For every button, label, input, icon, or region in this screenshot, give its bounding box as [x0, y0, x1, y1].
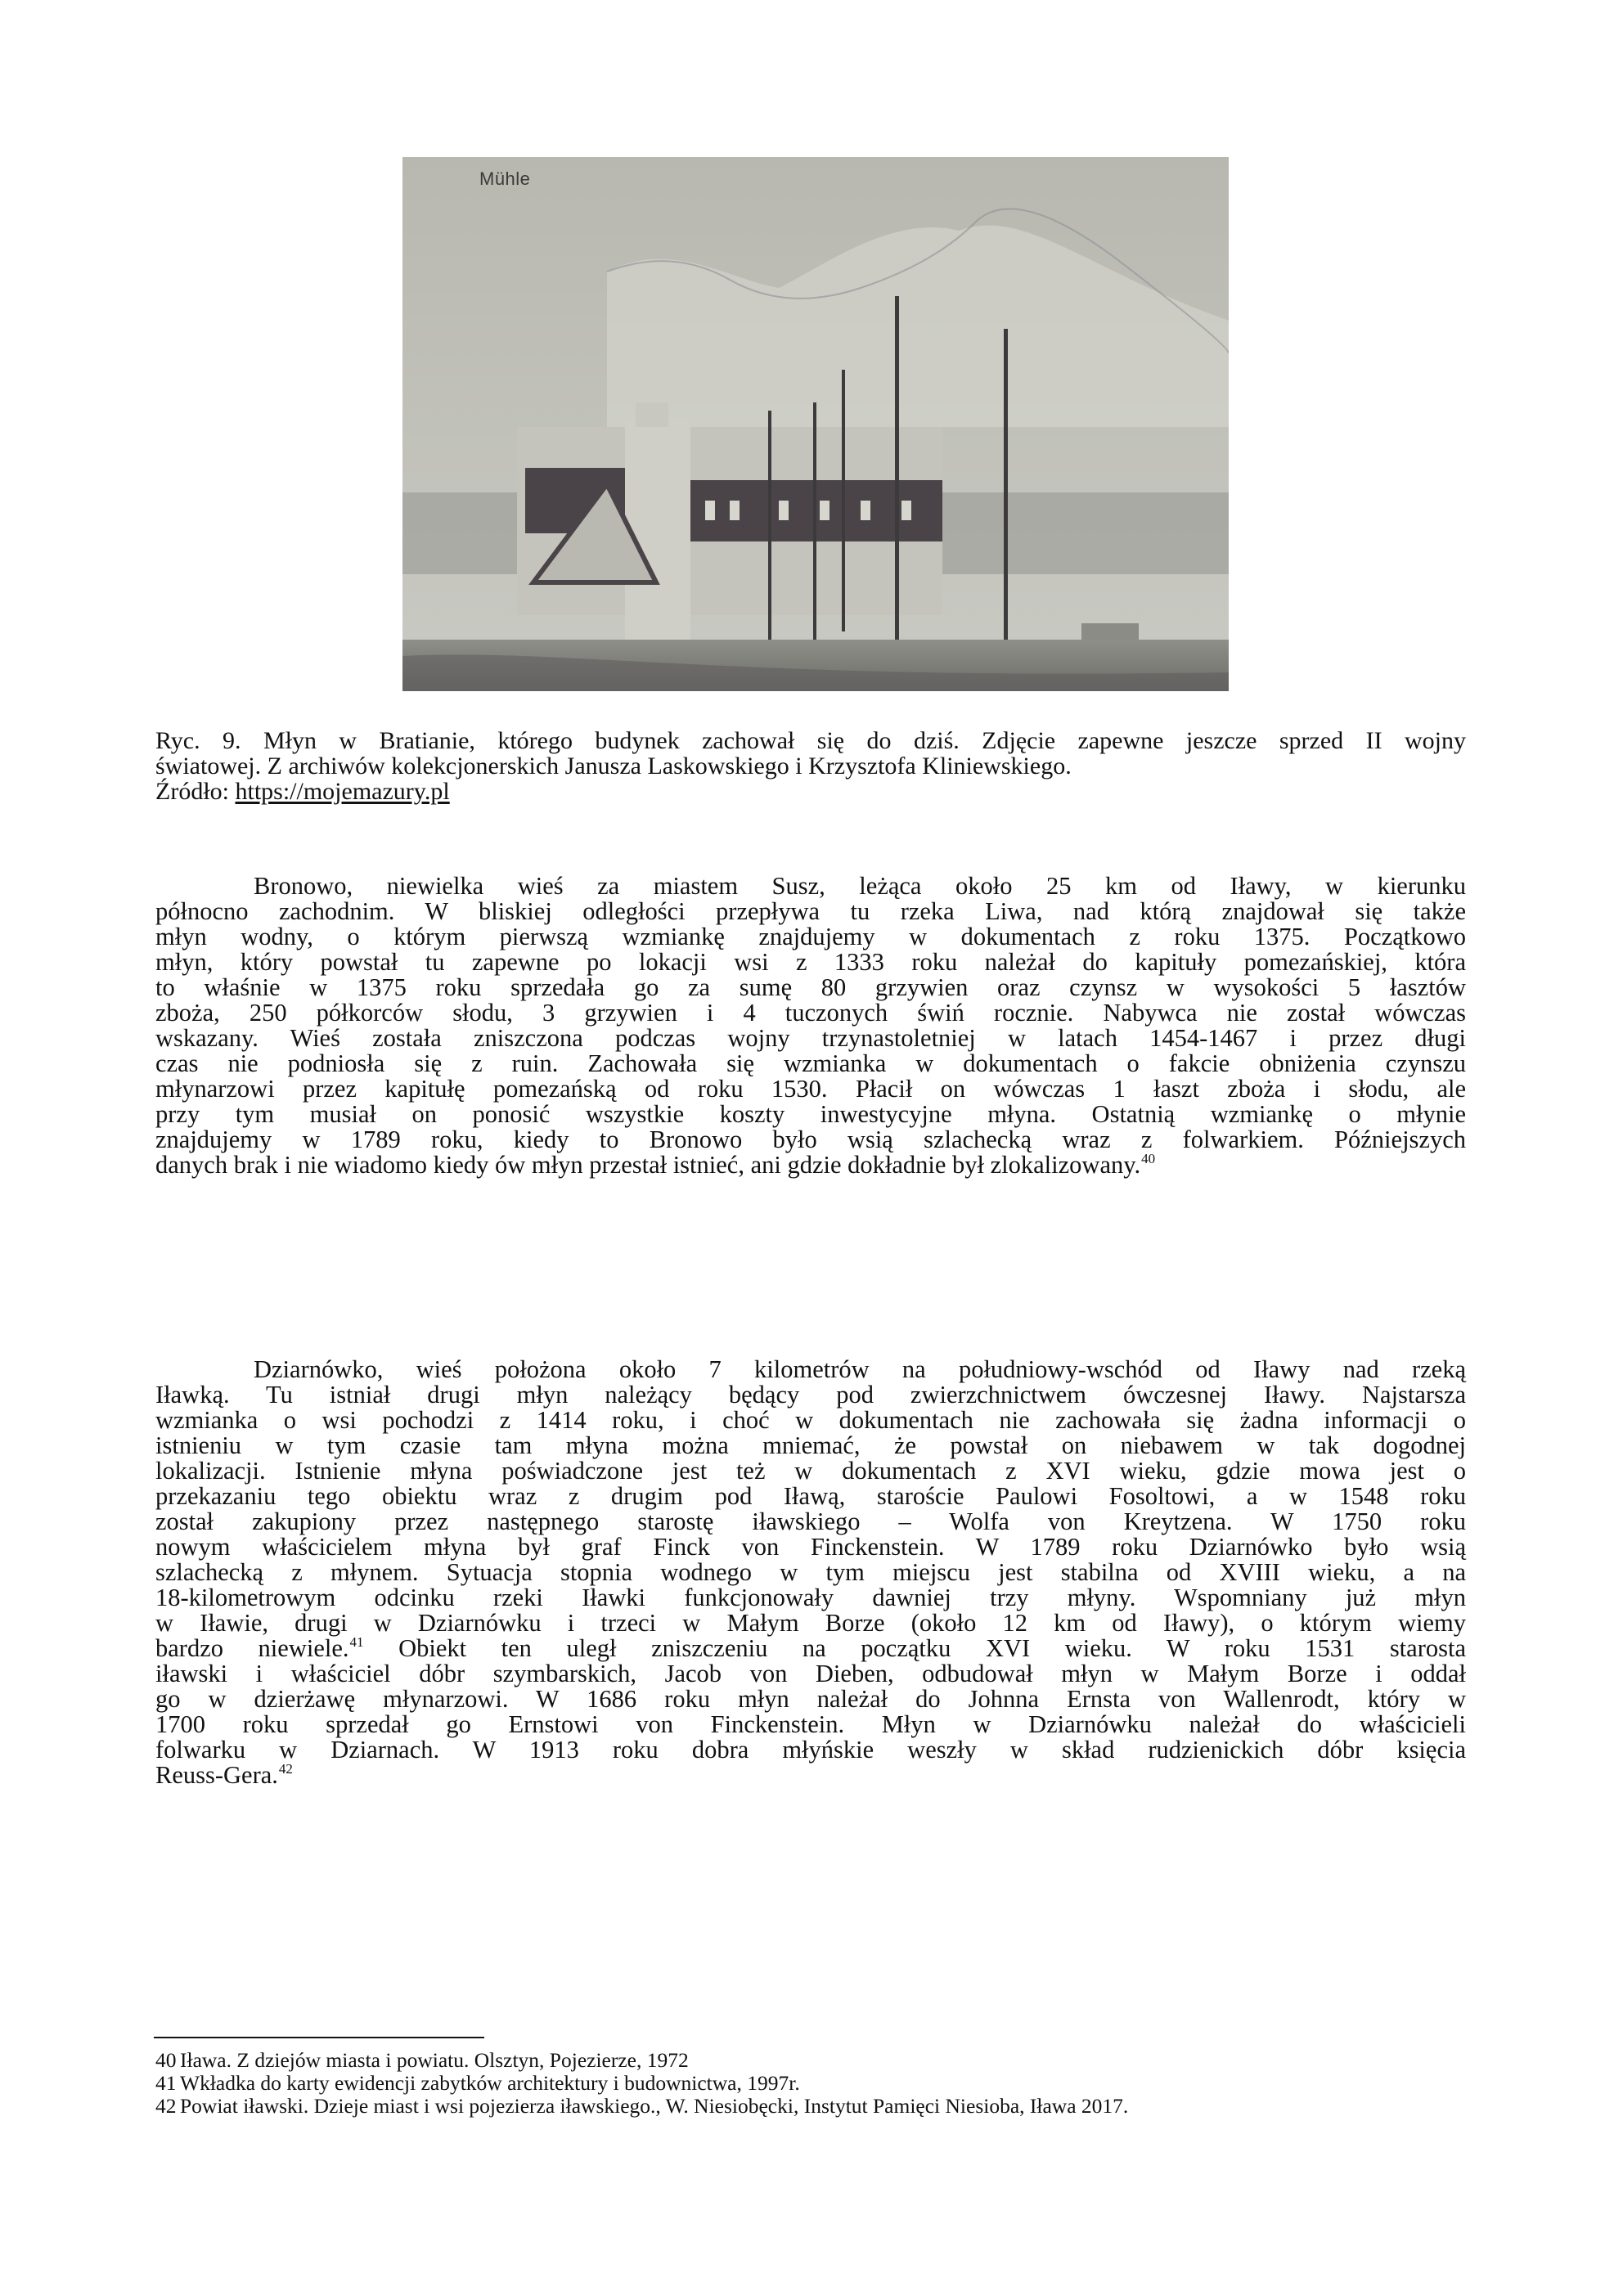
text-segment: Obiekt ten uległ zniszczeniu na początku XVI wieku. W roku 1531 starosta [363, 1634, 1466, 1662]
text-line: wskazany. Wieś została zniszczona podczas wojny trzynastoletniej w latach 1454-1467 i przez długi [155, 1024, 1466, 1052]
text-line: został zakupiony przez następnego starostę iławskiego – Wolfa von Kreytzena. W 1750 roku [155, 1507, 1466, 1535]
mill-photo-illustration [402, 157, 1229, 691]
text-line: szlachecką z młynem. Sytuacja stopnia wodnego w tym miejscu jest stabilna od XVIII wieku, a na [155, 1558, 1466, 1586]
text-line: lokalizacji. Istnienie młyna poświadczone jest też w dokumentach z XVI wieku, gdzie mowa jest o [155, 1457, 1466, 1485]
text-line: Reuss-Gera. [155, 1761, 278, 1789]
text-line: Dziarnówko, wieś położona około 7 kilometrów na południowy-wschód od Iławy nad rzeką [254, 1355, 1466, 1383]
paragraph-bronowo [155, 874, 1466, 1178]
text-line: młyn wodny, o którym pierwszą wzmiankę znajdujemy w dokumentach z roku 1375. Początkowo [155, 923, 1466, 950]
source-link[interactable]: https://mojemazury.pl [235, 778, 450, 805]
text-line: wzmianka o wsi pochodzi z 1414 roku, i choć w dokumentach nie zachowała się żadna informacji o [155, 1406, 1466, 1434]
text-line: to właśnie w 1375 roku sprzedała go za sumę 80 grzywien oraz czynsz w wysokości 5 łasztów [155, 973, 1466, 1001]
footnote-40 [155, 2049, 1466, 2072]
text-line-final [155, 1763, 1466, 1788]
footnote-ref-40[interactable]: 40 [1141, 1151, 1156, 1166]
text-line: 1700 roku sprzedał go Ernstowi von Finckenstein. Młyn w Dziarnówku należał do właścicieli [155, 1710, 1466, 1738]
photo-label: Mühle [479, 168, 531, 189]
text-line: przekazaniu tego obiektu wraz z drugim pod Iławą, staroście Paulowi Fosoltowi, a w 1548 roku [155, 1482, 1466, 1510]
text-line: przy tym musiał on ponosić wszystkie koszty inwestycyjne młyna. Ostatnią wzmiankę o młynie [155, 1100, 1466, 1128]
text-line: czas nie podniosła się z ruin. Zachowała się wzmianka w dokumentach o fakcie obniżenia czynszu [155, 1049, 1466, 1077]
footnotes [155, 2049, 1466, 2118]
footnote-text: Iława. Z dziejów miasta i powiatu. Olsztyn, Pojezierze, 1972 [180, 2048, 689, 2072]
footnote-number: 41 [155, 2071, 177, 2095]
text-line: w Iławie, drugi w Dziarnówku i trzeci w Małym Borze (około 12 km od Iławy), o którym wiemy [155, 1609, 1466, 1637]
footnote-text: Wkładka do karty ewidencji zabytków architektury i budownictwa, 1997r. [180, 2071, 800, 2095]
footnote-text: Powiat iławski. Dzieje miast i wsi pojezierza iławskiego., W. Niesiobęcki, Instytut Pamięci Niesioba, Iława 2017. [180, 2094, 1129, 2118]
text-line: zboża, 250 półkorców słodu, 3 grzywien i 4 tuczonych świń rocznie. Nabywca nie został wówczas [155, 999, 1466, 1027]
footnote-separator [154, 2037, 484, 2038]
footnote-ref-42[interactable]: 42 [278, 1761, 293, 1777]
caption-line: Ryc. 9. Młyn w Bratianie, którego budynek zachował się do dziś. Zdjęcie zapewne jeszcze sprzed II wojny [155, 727, 1466, 754]
paragraph-dziarnowko [155, 1357, 1466, 1788]
source-label: Źródło: [155, 778, 236, 805]
text-line: Bronowo, niewielka wieś za miastem Susz, leżąca około 25 km od Iławy, w kierunku [254, 872, 1466, 900]
footnote-41 [155, 2072, 1466, 2095]
text-line-final [155, 1152, 1466, 1178]
footnote-number: 42 [155, 2094, 177, 2118]
text-segment: bardzo niewiele. [155, 1634, 349, 1662]
text-line: znajdujemy w 1789 roku, kiedy to Bronowo było wsią szlachecką wraz z folwarkiem. Późniejszych [155, 1126, 1466, 1153]
text-line: iławski i właściciel dóbr szymbarskich, Jacob von Dieben, odbudował młyn w Małym Borze i oddał [155, 1660, 1466, 1687]
caption-source [155, 779, 1466, 804]
text-line: 18-kilometrowym odcinku rzeki Iławki funkcjonowały dawniej trzy młyny. Wspomniany już młyn [155, 1584, 1466, 1611]
text-line: Iławką. Tu istniał drugi młyn należący będący pod zwierzchnictwem ówczesnej Iławy. Najstarsza [155, 1381, 1466, 1409]
text-line: młyn, który powstał tu zapewne po lokacji wsi z 1333 roku należał do kapituły pomezańskiej, która [155, 948, 1466, 976]
footnote-number: 40 [155, 2048, 177, 2072]
footnote-ref-41[interactable]: 41 [349, 1634, 364, 1650]
text-line: danych brak i nie wiadomo kiedy ów młyn przestał istnieć, ani gdzie dokładnie był zlokalizowany. [155, 1151, 1141, 1179]
caption-line: światowej. Z archiwów kolekcjonerskich Janusza Laskowskiego i Krzysztofa Kliniewskiego. [155, 753, 1072, 780]
text-line-with-footnote [155, 1636, 1466, 1661]
text-line: północno zachodnim. W bliskiej odległości przepływa tu rzeka Liwa, nad którą znajdował się także [155, 897, 1466, 925]
text-line: folwarku w Dziarnach. W 1913 roku dobra młyńskie weszły w skład rudzienickich dóbr księcia [155, 1736, 1466, 1764]
text-line: istnieniu w tym czasie tam młyna można mniemać, że powstał on niebawem w tak dogodnej [155, 1431, 1466, 1459]
text-line: go w dzierżawę młynarzowi. W 1686 roku młyn należał do Johnna Ernsta von Wallenrodt, który w [155, 1685, 1466, 1713]
figure-caption [155, 728, 1466, 804]
archival-photo [402, 157, 1229, 691]
text-line: młynarzowi przez kapitułę pomezańską od roku 1530. Płacił on wówczas 1 łaszt zboża i słodu, ale [155, 1075, 1466, 1103]
text-line: nowym właścicielem młyna był graf Finck von Finckenstein. W 1789 roku Dziarnówko było wsią [155, 1533, 1466, 1561]
footnote-42 [155, 2095, 1466, 2118]
